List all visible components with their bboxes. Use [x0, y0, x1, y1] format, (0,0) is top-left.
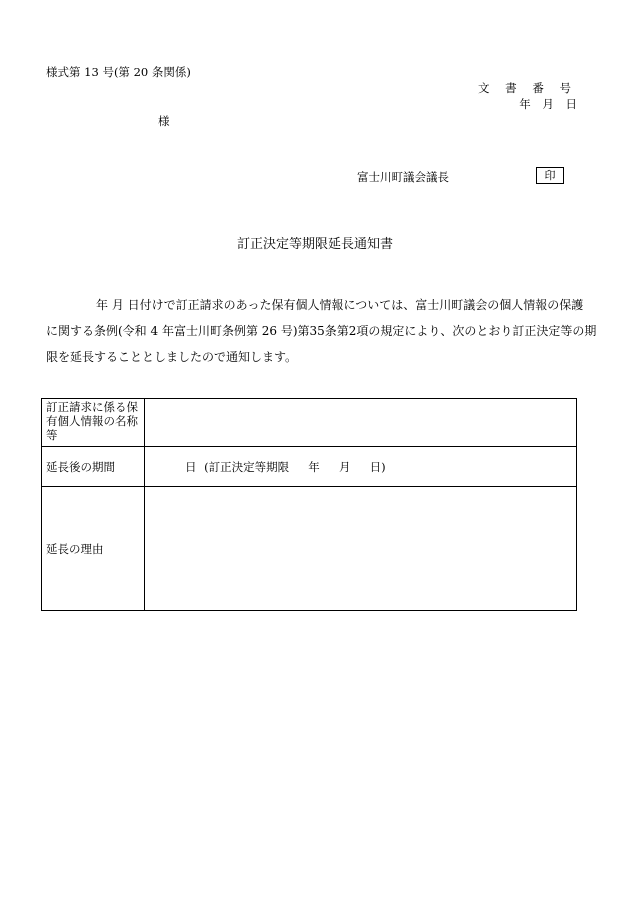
- table-row: [42, 487, 577, 611]
- row-value-extension-period: 日 (訂正決定等期限 年 月 日): [145, 447, 577, 487]
- form-number: 様式第 13 号(第 20 条関係): [46, 65, 191, 79]
- body-text-line-2: に関する条例(令和 4 年富士川町条例第 26 号)第35条第2項の規定により、次のとおり訂正決定等の期: [46, 324, 597, 338]
- document-number-label: 文 書 番 号: [478, 81, 577, 95]
- row-label-extension-reason: 延長の理由: [42, 487, 145, 611]
- row-label-info-name: 訂正請求に係る保有個人情報の名称等: [42, 399, 145, 447]
- document-title: 訂正決定等期限延長通知書: [236, 237, 393, 252]
- info-table: [41, 398, 577, 611]
- seal-box: 印: [536, 167, 564, 184]
- table-row: [42, 399, 577, 447]
- body-text-line-3: 限を延長することとしましたので通知します。: [46, 350, 298, 364]
- row-value-extension-reason: [145, 487, 577, 611]
- issuer-name: 富士川町議会議長: [357, 170, 449, 184]
- table-row: [42, 447, 577, 487]
- row-value-info-name: [145, 399, 577, 447]
- body-text-line-1: 年 月 日付けで訂正請求のあった保有個人情報については、富士川町議会の個人情報の保護: [96, 298, 584, 312]
- addressee-suffix: 様: [158, 114, 170, 128]
- row-label-extension-period: 延長後の期間: [42, 447, 145, 487]
- document-date-label: 年 月 日: [519, 97, 577, 111]
